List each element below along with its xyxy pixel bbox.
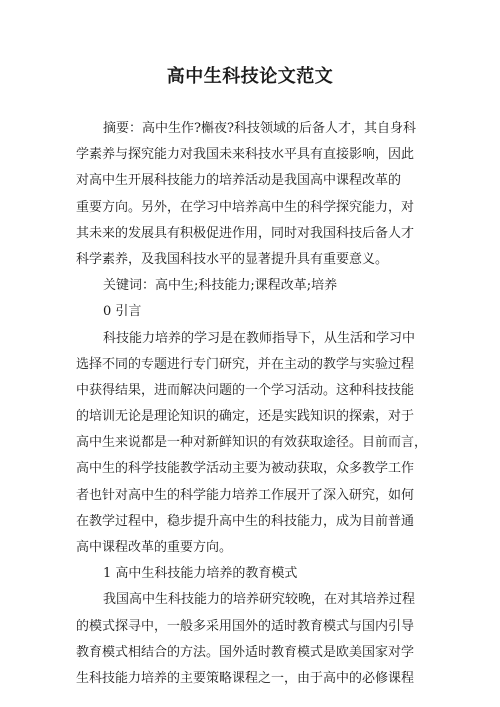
text-line: 者也针对高中生的科学能力培养工作展开了深入研究，如何 (76, 487, 415, 503)
text-line: 生科技能力培养的主要策略课程之一，由于高中的必修课程 (76, 670, 415, 686)
text-line: 对高中生开展科技能力的培养活动是我国高中课程改革的 (76, 173, 402, 189)
document-body (76, 116, 426, 692)
text-line: 1 高中生科技能力培养的教育模式 (103, 566, 298, 582)
document-title: 高中生科技论文范文 (166, 66, 334, 87)
text-line: 关键词：高中生;科技能力;课程改革;培养 (103, 278, 338, 294)
text-line: 选择不同的专题进行专门研究，并在主动的教学与实验过程 (76, 356, 415, 372)
text-line: 科学素养，及我国科技水平的显著提升具有重要意义。 (76, 251, 389, 267)
text-line: 的培训无论是理论知识的确定，还是实践知识的探索，对于 (76, 409, 415, 425)
text-line: 的模式探寻中，一般多采用国外的适时教育模式与国内引导 (76, 618, 415, 634)
text-line: 在教学过程中，稳步提升高中生的科技能力，成为目前普通 (76, 513, 415, 529)
text-line: 我国高中生科技能力的培养研究较晚，在对其培养过程 (103, 592, 416, 608)
text-line: 中获得结果，进而解决问题的一个学习活动。这种科技技能 (76, 382, 415, 398)
text-line: 重要方向。另外，在学习中培养高中生的科学探究能力，对 (76, 199, 415, 215)
text-line: 科技能力培养的学习是在教师指导下，从生活和学习中 (103, 330, 416, 346)
text-line: 高中生的科学技能教学活动主要为被动获取，众多教学工作 (76, 461, 415, 477)
text-line: 其未来的发展具有积极促进作用，同时对我国科技后备人才 (76, 225, 415, 241)
text-line: 高中课程改革的重要方向。 (76, 540, 233, 555)
text-line: 0 引言 (103, 304, 142, 320)
text-line: 教育模式相结合的方法。国外适时教育模式是欧美国家对学 (76, 644, 415, 660)
text-line: 摘要：高中生作?槲夜?科技领域的后备人才，其自身科 (103, 121, 416, 136)
text-line: 高中生来说都是一种对新鲜知识的有效获取途径。目前而言， (76, 435, 428, 451)
text-line: 学素养与探究能力对我国未来科技水平具有直接影响，因此 (76, 147, 415, 163)
